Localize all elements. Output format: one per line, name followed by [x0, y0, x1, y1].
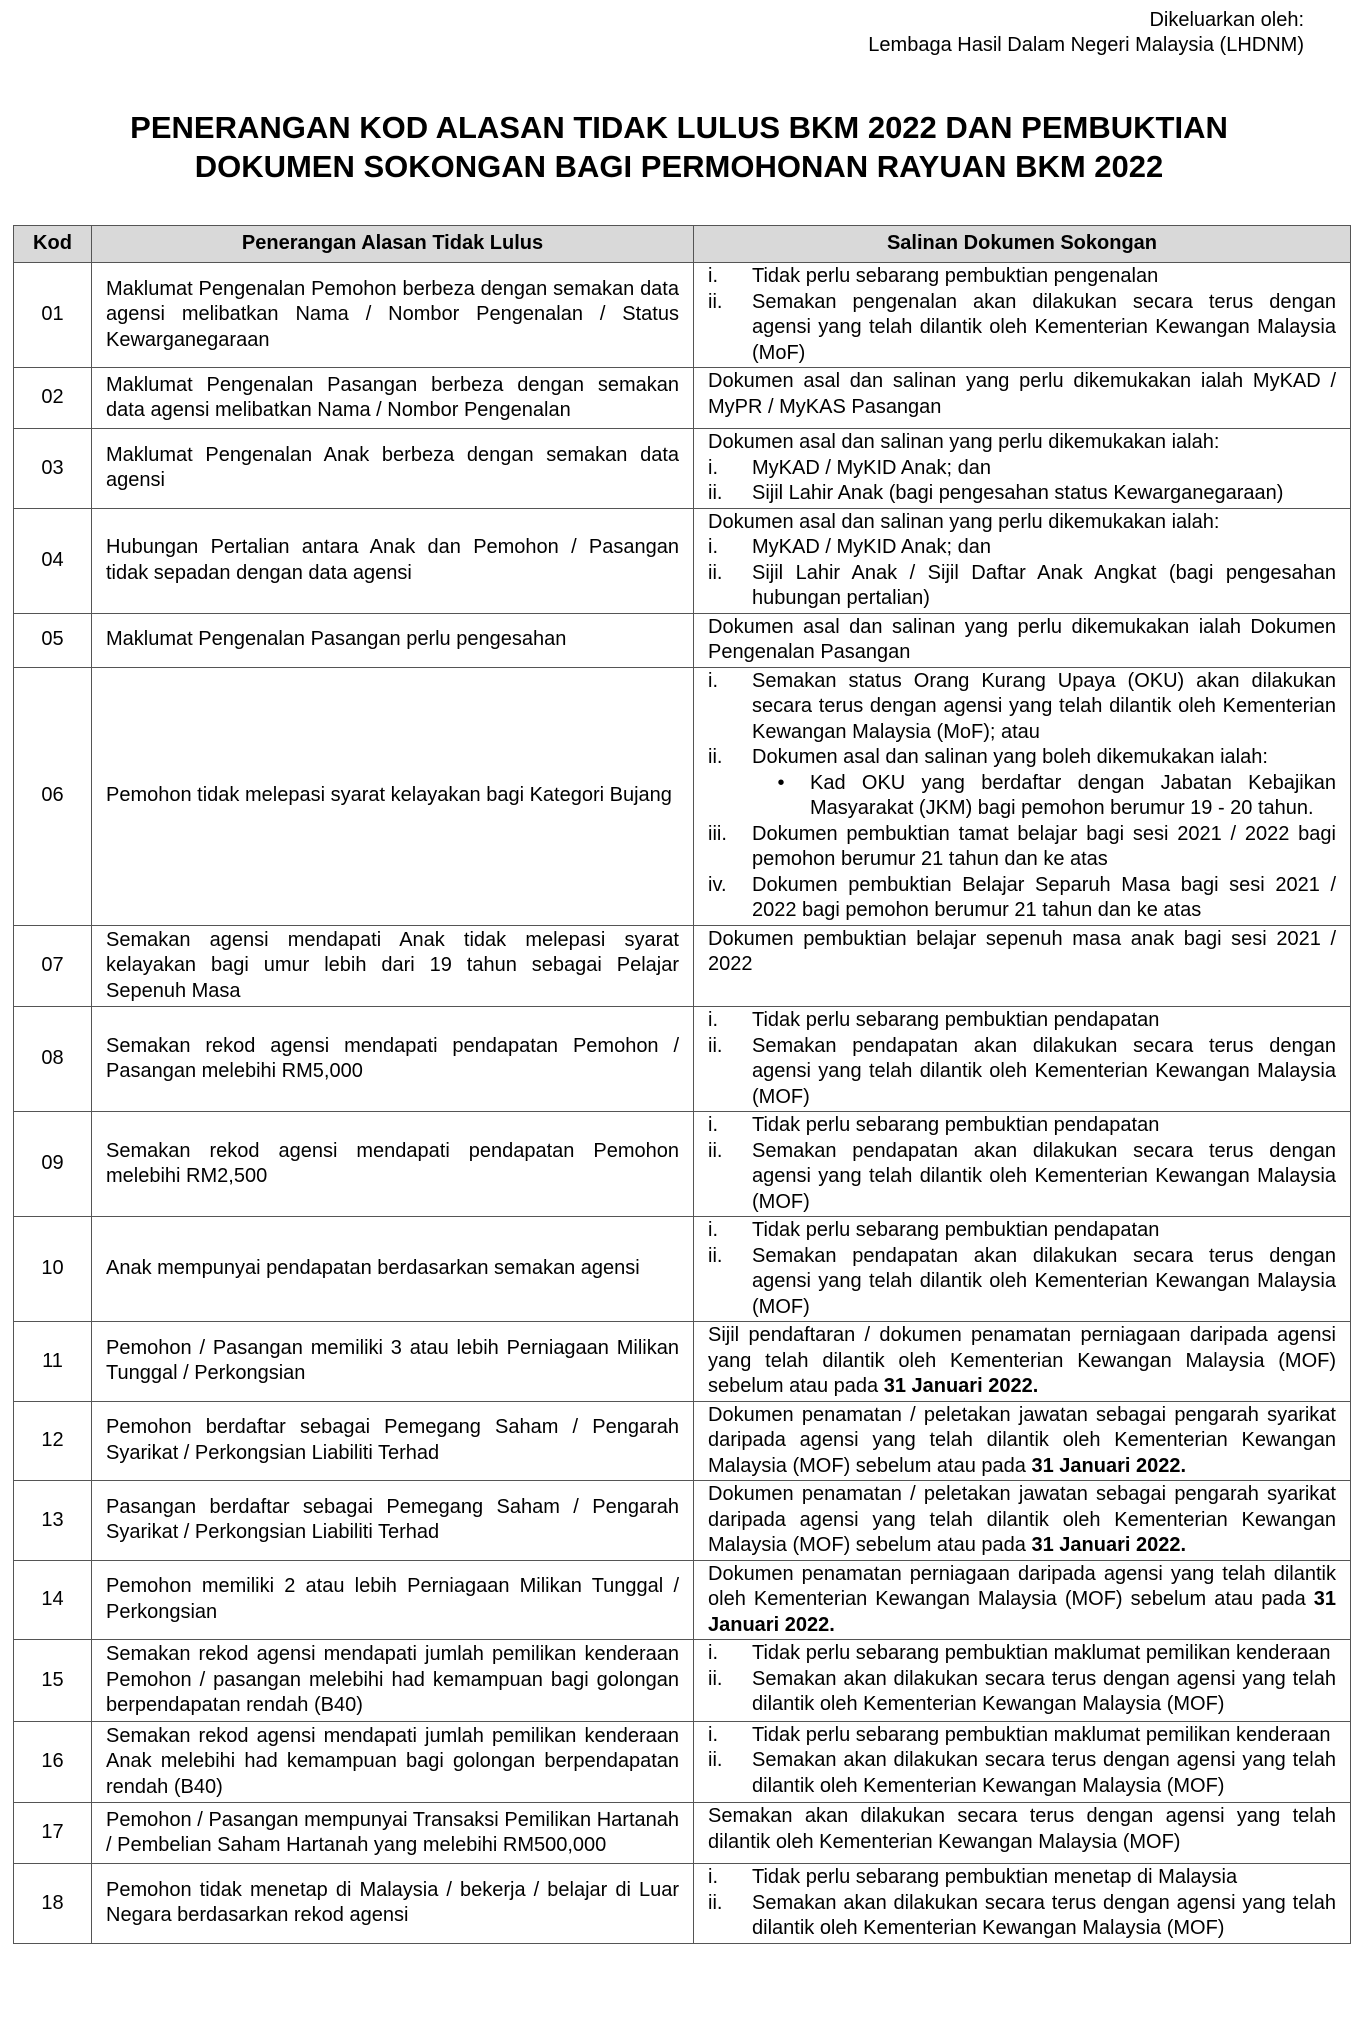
list-numeral: i.: [708, 1642, 718, 1664]
table-row: [14, 1864, 1351, 1944]
table-row: [14, 1560, 1351, 1640]
row-kod: 13: [14, 1481, 92, 1561]
docs-bullet-item: [708, 771, 1336, 822]
list-numeral: ii.: [708, 1891, 723, 1914]
row-reason: Semakan rekod agensi mendapati jumlah pemilikan kenderaan Anak melebihi had kemampuan bagi golongan berpendapatan rendah (B40): [92, 1721, 694, 1803]
docs-intro: [708, 1482, 1336, 1559]
table-row: [14, 667, 1351, 925]
list-text: Semakan akan dilakukan secara terus dengan agensi yang telah dilantik oleh Kementerian Kewangan Malaysia (MOF): [752, 1891, 1336, 1939]
deadline-date: 31 Januari 2022.: [1031, 1454, 1187, 1477]
list-text: Tidak perlu sebarang pembuktian pendapatan: [752, 1114, 1160, 1136]
docs-list-item: [708, 561, 1336, 612]
list-text: Dokumen pembuktian Belajar Separuh Masa bagi sesi 2021 / 2022 bagi pemohon berumur 21 tahun dan ke atas: [752, 873, 1336, 921]
list-text: Semakan akan dilakukan secara terus dengan agensi yang telah dilantik oleh Kementerian Kewangan Malaysia (MOF): [752, 1667, 1336, 1715]
row-supporting-documents: [694, 1322, 1351, 1402]
list-numeral: ii.: [708, 561, 723, 584]
row-supporting-documents: [694, 1007, 1351, 1112]
docs-list-item: [708, 1641, 1336, 1667]
row-kod: 05: [14, 613, 92, 667]
table-row: [14, 368, 1351, 429]
table-row: [14, 925, 1351, 1007]
row-supporting-documents: [694, 508, 1351, 613]
list-text: Tidak perlu sebarang pembuktian pendapatan: [752, 1219, 1160, 1241]
row-kod: 03: [14, 429, 92, 509]
header-kod: Kod: [14, 226, 92, 263]
row-supporting-documents: [694, 1864, 1351, 1944]
list-text: Tidak perlu sebarang pembuktian menetap di Malaysia: [752, 1866, 1238, 1888]
docs-list-item: [708, 873, 1336, 924]
list-numeral: i.: [708, 669, 718, 692]
row-reason: Pasangan berdaftar sebagai Pemegang Saham / Pengarah Syarikat / Perkongsian Liabiliti Terhad: [92, 1481, 694, 1561]
docs-intro: [708, 369, 1336, 420]
docs-intro-text: Dokumen pembuktian belajar sepenuh masa anak bagi sesi 2021 / 2022: [708, 927, 1336, 975]
list-numeral: ii.: [708, 1667, 723, 1690]
docs-intro-text: Dokumen asal dan salinan yang perlu dikemukakan ialah:: [708, 510, 1220, 533]
docs-list-item: [708, 1667, 1336, 1718]
docs-list-item: [708, 264, 1336, 290]
row-kod: 18: [14, 1864, 92, 1944]
row-kod: 12: [14, 1401, 92, 1481]
row-supporting-documents: [694, 1640, 1351, 1722]
list-numeral: ii.: [708, 746, 723, 768]
docs-list-item: [708, 481, 1336, 507]
table-row: [14, 1217, 1351, 1322]
row-supporting-documents: [694, 925, 1351, 1007]
row-supporting-documents: [694, 1481, 1351, 1561]
docs-intro: [708, 1323, 1336, 1400]
list-numeral: ii.: [708, 1749, 723, 1771]
docs-intro-text: Dokumen asal dan salinan yang perlu dikemukakan ialah:: [708, 431, 1220, 453]
list-text: Semakan pendapatan akan dilakukan secara terus dengan agensi yang telah dilantik oleh Kementerian Kewangan Malaysia (MOF): [752, 1139, 1336, 1213]
row-reason: Maklumat Pengenalan Pasangan perlu pengesahan: [92, 613, 694, 667]
deadline-date: 31 Januari 2022.: [883, 1375, 1039, 1397]
docs-list-item: [708, 1865, 1336, 1891]
docs-list-item: [708, 1723, 1336, 1749]
docs-intro: [708, 430, 1336, 456]
row-kod: 15: [14, 1640, 92, 1722]
docs-intro: [708, 1403, 1336, 1480]
deadline-date: 31 Januari 2022.: [1031, 1534, 1187, 1556]
row-reason: Pemohon berdaftar sebagai Pemegang Saham / Pengarah Syarikat / Perkongsian Liabiliti Terhad: [92, 1401, 694, 1481]
row-supporting-documents: [694, 1721, 1351, 1803]
list-text: Dokumen pembuktian tamat belajar bagi sesi 2021 / 2022 bagi pemohon berumur 21 tahun dan ke atas: [752, 822, 1336, 870]
list-text: Sijil Lahir Anak (bagi pengesahan status Kewarganegaraan): [752, 482, 1284, 504]
row-kod: 04: [14, 508, 92, 613]
row-reason: Semakan rekod agensi mendapati pendapatan Pemohon / Pasangan melebihi RM5,000: [92, 1007, 694, 1112]
docs-list-item: [708, 456, 1336, 482]
row-kod: 14: [14, 1560, 92, 1640]
row-kod: 01: [14, 263, 92, 368]
issuer-name: Lembaga Hasil Dalam Negeri Malaysia (LHDNM): [868, 34, 1304, 56]
header-docs: Salinan Dokumen Sokongan: [694, 226, 1351, 263]
docs-list-item: [708, 745, 1336, 771]
table-row: [14, 1481, 1351, 1561]
table-row: [14, 508, 1351, 613]
docs-intro: [708, 1804, 1336, 1855]
row-reason: Semakan rekod agensi mendapati jumlah pemilikan kenderaan Pemohon / pasangan melebihi had kemampuan bagi golongan berpendapatan rendah (B40): [92, 1640, 694, 1722]
docs-list-item: [708, 1244, 1336, 1321]
row-supporting-documents: [694, 1112, 1351, 1217]
list-numeral: i.: [708, 1723, 718, 1746]
list-text: Semakan akan dilakukan secara terus dengan agensi yang telah dilantik oleh Kementerian Kewangan Malaysia (MOF): [752, 1749, 1336, 1797]
row-kod: 08: [14, 1007, 92, 1112]
docs-list-item: [708, 1008, 1336, 1034]
list-text: Semakan pendapatan akan dilakukan secara terus dengan agensi yang telah dilantik oleh Kementerian Kewangan Malaysia (MOF): [752, 1244, 1336, 1318]
row-kod: 16: [14, 1721, 92, 1803]
docs-intro-text: Semakan akan dilakukan secara terus dengan agensi yang telah dilantik oleh Kementerian Kewangan Malaysia (MOF): [708, 1805, 1336, 1853]
table-row: [14, 1721, 1351, 1803]
row-reason: Pemohon / Pasangan mempunyai Transaksi Pemilikan Hartanah / Pembelian Saham Hartanah yang melebihi RM500,000: [92, 1803, 694, 1864]
docs-list-item: [708, 822, 1336, 873]
table-row: [14, 263, 1351, 368]
table-row: [14, 1112, 1351, 1217]
docs-intro-text: Sijil pendaftaran / dokumen penamatan perniagaan daripada agensi yang telah dilantik oleh Kementerian Kewangan Malaysia (MOF) sebelum atau pada: [708, 1324, 1336, 1397]
docs-intro: [708, 1562, 1336, 1639]
docs-list-item: [708, 1139, 1336, 1216]
table-header-row: [14, 226, 1351, 263]
docs-list-item: [708, 1113, 1336, 1139]
row-reason: Maklumat Pengenalan Anak berbeza dengan semakan data agensi: [92, 429, 694, 509]
docs-intro-text: Dokumen penamatan / peletakan jawatan sebagai pengarah syarikat daripada agensi yang telah dilantik oleh Kementerian Kewangan Malaysia (MOF) sebelum atau pada: [708, 1483, 1336, 1556]
docs-intro: [708, 927, 1336, 978]
list-text: Semakan pengenalan akan dilakukan secara terus dengan agensi yang telah dilantik oleh Kementerian Kewangan Malaysia (MoF): [752, 290, 1336, 364]
row-reason: Hubungan Pertalian antara Anak dan Pemohon / Pasangan tidak sepadan dengan data agensi: [92, 508, 694, 613]
list-numeral: i.: [708, 1866, 718, 1888]
bullet-icon: •: [777, 771, 785, 794]
row-supporting-documents: [694, 613, 1351, 667]
list-numeral: ii.: [708, 1244, 723, 1267]
list-text: MyKAD / MyKID Anak; dan: [752, 536, 991, 558]
row-kod: 02: [14, 368, 92, 429]
row-supporting-documents: [694, 263, 1351, 368]
docs-list-item: [708, 1891, 1336, 1942]
list-numeral: i.: [708, 1009, 718, 1031]
row-kod: 06: [14, 667, 92, 925]
docs-list-item: [708, 535, 1336, 561]
issuer-block: [868, 8, 1304, 58]
docs-intro-text: Dokumen asal dan salinan yang perlu dikemukakan ialah Dokumen Pengenalan Pasangan: [708, 615, 1336, 663]
docs-intro: [708, 510, 1336, 536]
deadline-date: 31 Januari 2022.: [708, 1588, 1336, 1636]
list-numeral: iii.: [708, 822, 727, 845]
docs-list-item: [708, 1748, 1336, 1799]
docs-list-item: [708, 290, 1336, 367]
row-kod: 07: [14, 925, 92, 1007]
row-reason: Pemohon tidak melepasi syarat kelayakan bagi Kategori Bujang: [92, 667, 694, 925]
docs-list-item: [708, 669, 1336, 746]
table-row: [14, 613, 1351, 667]
list-numeral: i.: [708, 1219, 718, 1241]
list-text: Tidak perlu sebarang pembuktian maklumat pemilikan kenderaan: [752, 1642, 1331, 1664]
table-row: [14, 1803, 1351, 1864]
table-row: [14, 1640, 1351, 1722]
list-text: Dokumen asal dan salinan yang boleh dikemukakan ialah:: [752, 746, 1268, 768]
row-reason: Semakan rekod agensi mendapati pendapatan Pemohon melebihi RM2,500: [92, 1112, 694, 1217]
docs-intro-text: Dokumen penamatan perniagaan daripada agensi yang telah dilantik oleh Kementerian Kewangan Malaysia (MOF) sebelum atau pada: [708, 1562, 1336, 1610]
bullet-text: Kad OKU yang berdaftar dengan Jabatan Kebajikan Masyarakat (JKM) bagi pemohon berumur 19 - 20 tahun.: [810, 771, 1336, 819]
list-text: Semakan status Orang Kurang Upaya (OKU) akan dilakukan secara terus dengan agensi yang telah dilantik oleh Kementerian Kewangan Malaysia (MoF); atau: [752, 669, 1336, 743]
table-row: [14, 1322, 1351, 1402]
row-supporting-documents: [694, 429, 1351, 509]
row-supporting-documents: [694, 1803, 1351, 1864]
row-reason: Maklumat Pengenalan Pemohon berbeza dengan semakan data agensi melibatkan Nama / Nombor Pengenalan / Status Kewarganegaraan: [92, 263, 694, 368]
docs-intro: [708, 615, 1336, 666]
row-reason: Pemohon tidak menetap di Malaysia / bekerja / belajar di Luar Negara berdasarkan rekod agensi: [92, 1864, 694, 1944]
row-reason: Pemohon / Pasangan memiliki 3 atau lebih Perniagaan Milikan Tunggal / Perkongsian: [92, 1322, 694, 1402]
list-text: MyKAD / MyKID Anak; dan: [752, 456, 991, 479]
row-kod: 09: [14, 1112, 92, 1217]
row-supporting-documents: [694, 368, 1351, 429]
list-numeral: ii.: [708, 1034, 723, 1057]
reason-code-table: [13, 225, 1351, 1944]
list-numeral: i.: [708, 456, 718, 479]
docs-list-item: [708, 1218, 1336, 1244]
row-reason: Anak mempunyai pendapatan berdasarkan semakan agensi: [92, 1217, 694, 1322]
list-text: Tidak perlu sebarang pembuktian maklumat pemilikan kenderaan: [752, 1723, 1331, 1746]
title-line-2: DOKUMEN SOKONGAN BAGI PERMOHONAN RAYUAN BKM 2022: [194, 149, 1164, 184]
row-supporting-documents: [694, 667, 1351, 925]
table-row: [14, 429, 1351, 509]
list-numeral: ii.: [708, 1139, 723, 1162]
list-numeral: ii.: [708, 290, 723, 313]
issued-by-label: Dikeluarkan oleh:: [1149, 9, 1304, 31]
row-reason: Semakan agensi mendapati Anak tidak melepasi syarat kelayakan bagi umur lebih dari 19 tahun sebagai Pelajar Sepenuh Masa: [92, 925, 694, 1007]
list-numeral: ii.: [708, 482, 723, 504]
docs-intro-text: Dokumen penamatan / peletakan jawatan sebagai pengarah syarikat daripada agensi yang telah dilantik oleh Kementerian Kewangan Malaysia (MOF) sebelum atau pada: [708, 1403, 1336, 1477]
table-row: [14, 1007, 1351, 1112]
header-reason: Penerangan Alasan Tidak Lulus: [92, 226, 694, 263]
row-kod: 10: [14, 1217, 92, 1322]
row-reason: Maklumat Pengenalan Pasangan berbeza dengan semakan data agensi melibatkan Nama / Nombor Pengenalan: [92, 368, 694, 429]
list-text: Tidak perlu sebarang pembuktian pendapatan: [752, 1009, 1160, 1031]
title-line-1: PENERANGAN KOD ALASAN TIDAK LULUS BKM 2022 DAN PEMBUKTIAN: [130, 110, 1228, 145]
list-text: Tidak perlu sebarang pembuktian pengenalan: [752, 265, 1159, 287]
document-title: [0, 108, 1358, 186]
list-numeral: iv.: [708, 873, 727, 896]
docs-list-item: [708, 1034, 1336, 1111]
list-numeral: i.: [708, 1114, 718, 1136]
row-kod: 17: [14, 1803, 92, 1864]
row-supporting-documents: [694, 1401, 1351, 1481]
list-text: Semakan pendapatan akan dilakukan secara terus dengan agensi yang telah dilantik oleh Kementerian Kewangan Malaysia (MOF): [752, 1034, 1336, 1108]
list-text: Sijil Lahir Anak / Sijil Daftar Anak Angkat (bagi pengesahan hubungan pertalian): [752, 561, 1336, 609]
docs-intro-text: Dokumen asal dan salinan yang perlu dikemukakan ialah MyKAD / MyPR / MyKAS Pasangan: [708, 370, 1336, 418]
row-kod: 11: [14, 1322, 92, 1402]
list-numeral: i.: [708, 536, 718, 558]
row-reason: Pemohon memiliki 2 atau lebih Perniagaan Milikan Tunggal / Perkongsian: [92, 1560, 694, 1640]
row-supporting-documents: [694, 1217, 1351, 1322]
list-numeral: i.: [708, 265, 718, 287]
row-supporting-documents: [694, 1560, 1351, 1640]
table-row: [14, 1401, 1351, 1481]
